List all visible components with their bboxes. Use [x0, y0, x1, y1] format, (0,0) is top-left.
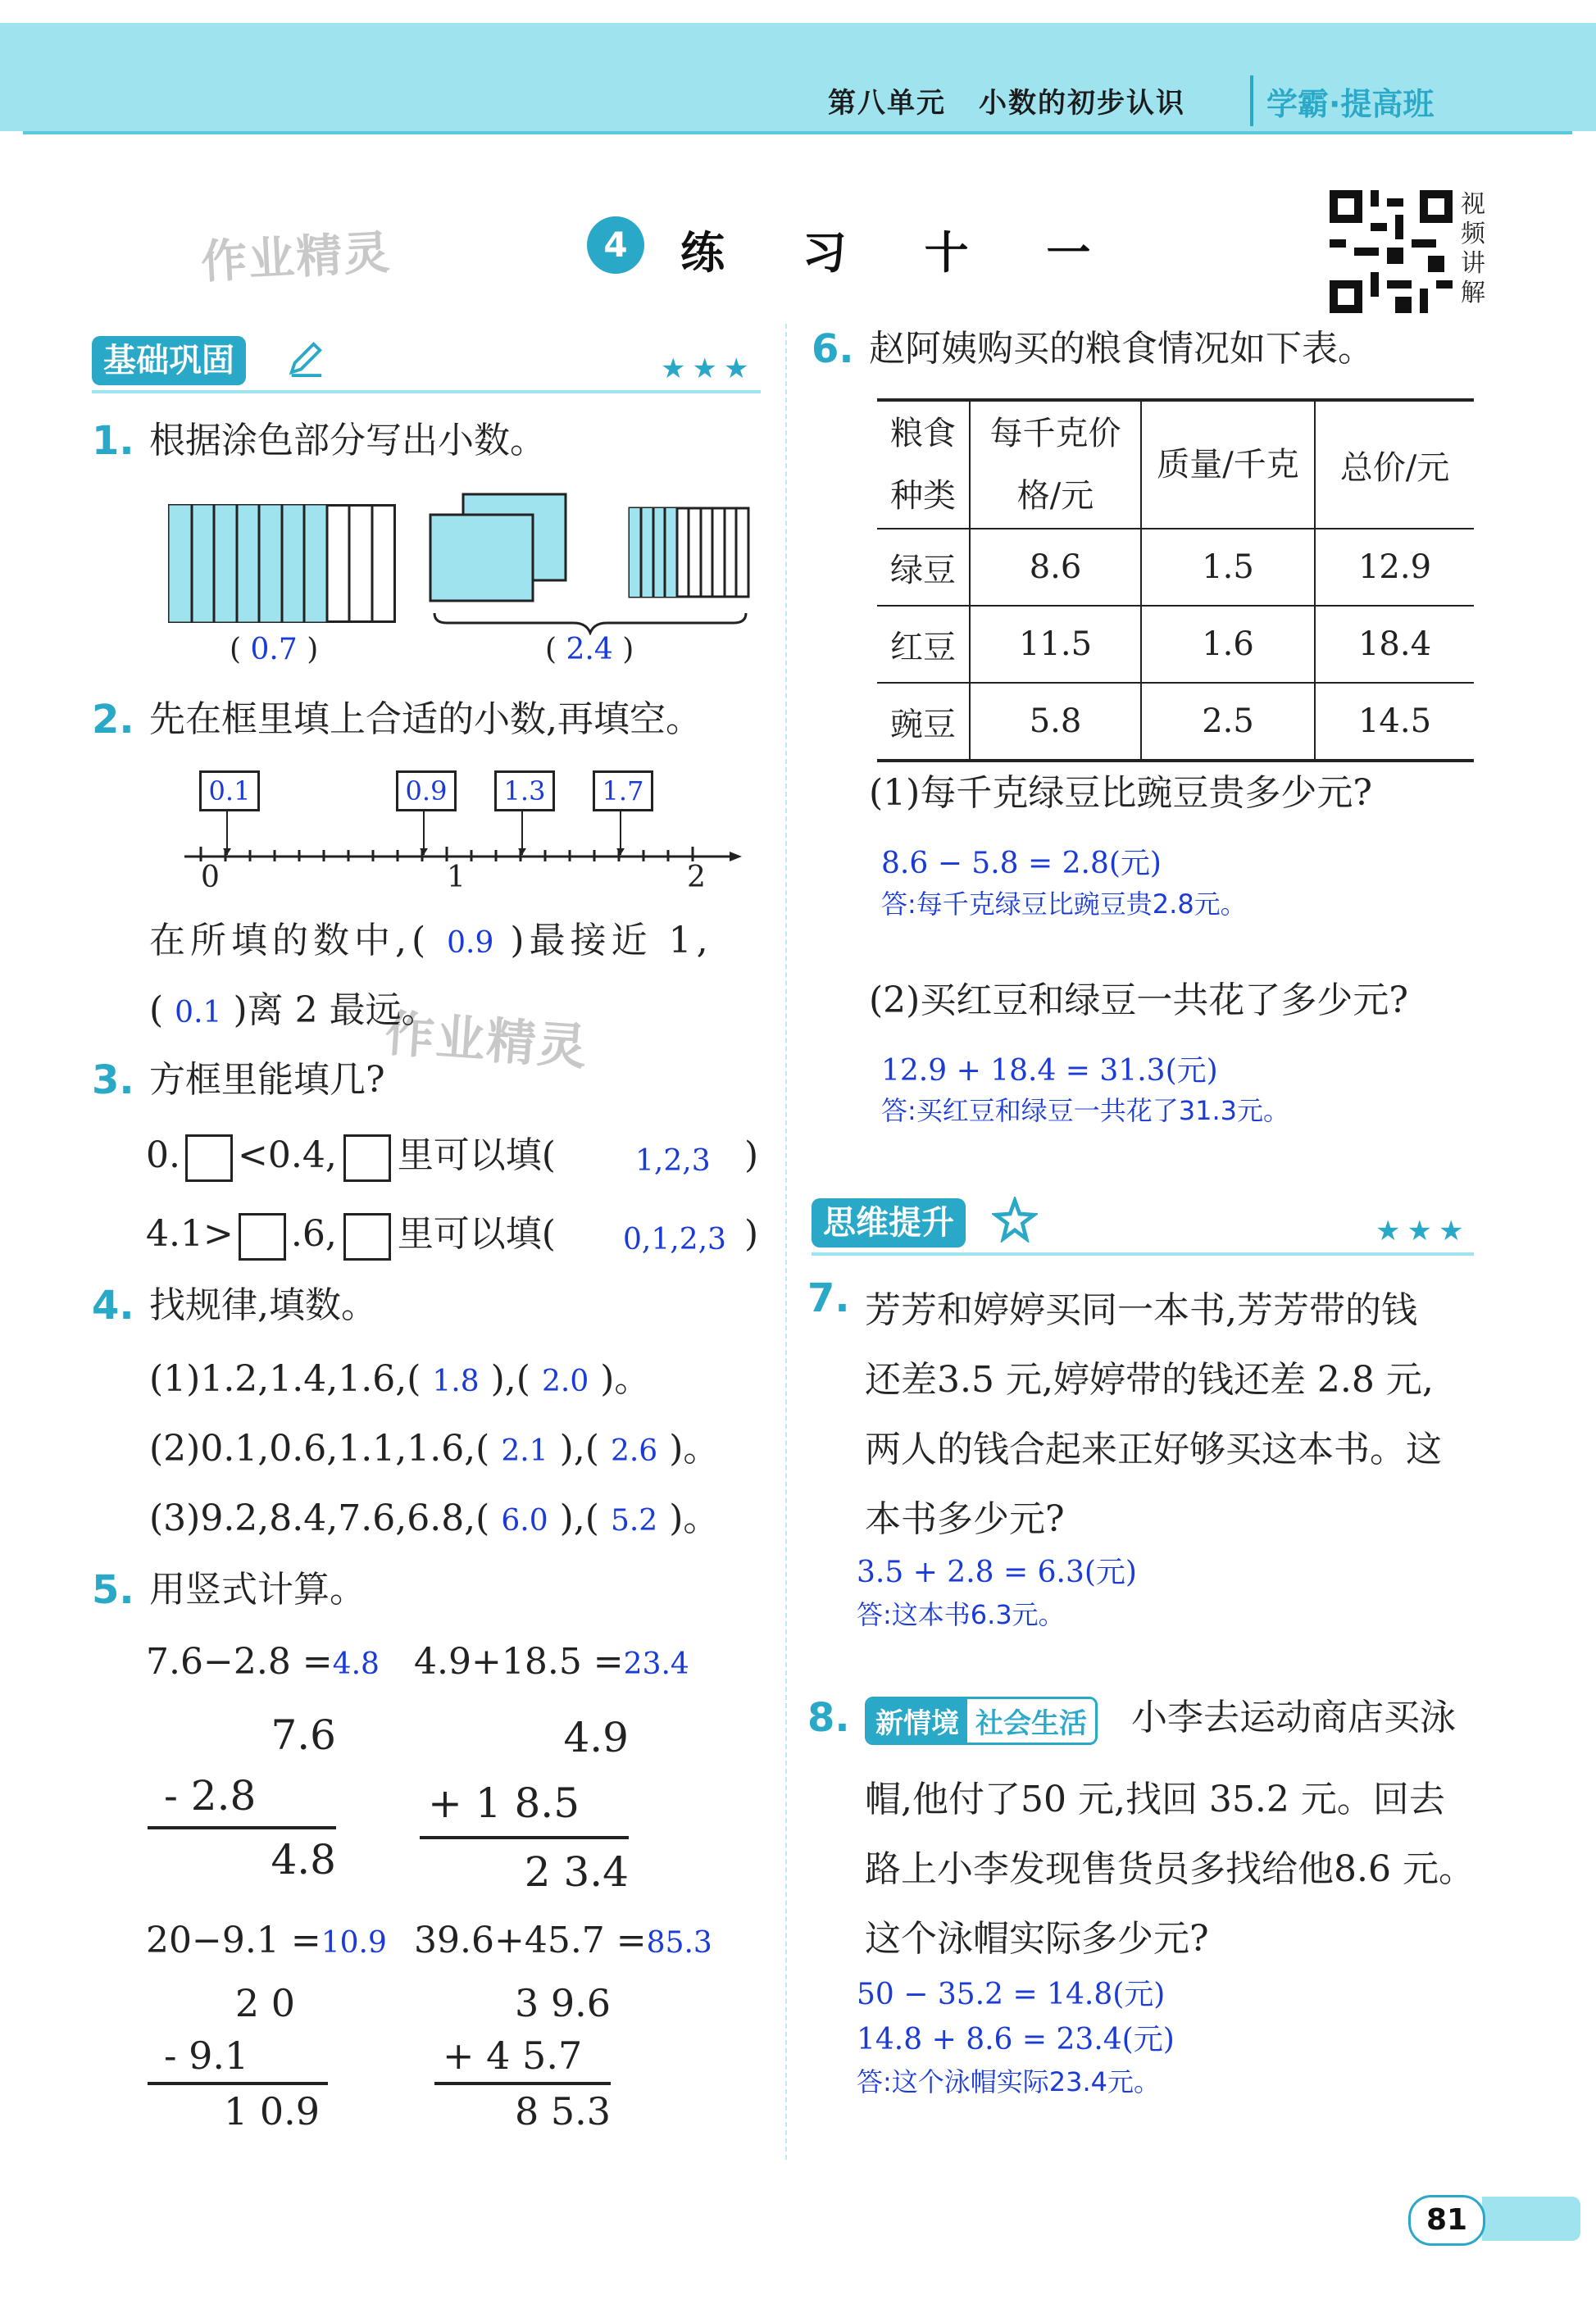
page-tab — [1482, 2197, 1580, 2241]
pattern-row: (3)9.2,8.4,7.6,6.8,( 6.0 ),( 5.2 )。 — [149, 1497, 720, 1539]
page-title: 练 习 十 一 — [680, 227, 1122, 279]
blank-box — [343, 1134, 391, 1182]
blank-box — [343, 1213, 391, 1261]
table-row: 豌豆 5.8 2.5 14.5 — [877, 683, 1474, 759]
tick-label: 1 — [447, 861, 466, 894]
vertical-calc: 3 9.6 + 4 5.7 8 5.3 — [434, 1977, 611, 2138]
question-text: 找规律,填数。 — [149, 1284, 377, 1326]
answer-text: 1,2,3 — [635, 1144, 711, 1178]
difficulty-stars: ★★★ — [1375, 1215, 1471, 1247]
answer-slot: ( 2.4 ) — [545, 633, 634, 666]
paren: ) — [744, 1213, 759, 1255]
expression: 20−9.1 =10.9 — [146, 1920, 387, 1961]
question-text: 芳芳和婷婷买同一本书,芳芳带的钱 还差3.5 元,婷婷带的钱还差 2.8 元, 两人的钱合起来正好够买这本书。这 本书多少元? — [865, 1289, 1442, 1540]
question-line: ( 0.1 )离 2 最远。 — [149, 989, 438, 1031]
answer-text: 答:这个泳帽实际23.4元。 — [857, 2066, 1161, 2097]
answer-text: 0,1,2,3 — [623, 1223, 726, 1256]
section-divider — [92, 390, 761, 393]
pattern-row: (2)0.1,0.6,1.1,1.6,( 2.1 ),( 2.6 )。 — [149, 1428, 720, 1470]
header-separator — [1250, 75, 1253, 126]
question-number: 2. — [92, 697, 134, 743]
answer-calc: 50 − 35.2 = 14.8(元) — [857, 1978, 1166, 2011]
question-text: 赵阿姨购买的粮食情况如下表。 — [869, 328, 1374, 370]
tick-label: 0 — [201, 861, 220, 894]
qr-label: 视频讲解 — [1461, 190, 1485, 307]
answer-slot: ( 0.7 ) — [230, 633, 319, 666]
question-line: 0. <0.4, 里可以填( — [146, 1133, 556, 1182]
question-text: 根据涂色部分写出小数。 — [149, 420, 546, 461]
pencil-icon — [287, 339, 325, 377]
answer-calc: 8.6 − 5.8 = 2.8(元) — [881, 847, 1162, 880]
answer-text: 答:这本书6.3元。 — [857, 1599, 1065, 1630]
question-number: 3. — [92, 1057, 134, 1103]
table-header: 总价/元 — [1315, 402, 1474, 529]
expression: 39.6+45.7 =85.3 — [414, 1920, 712, 1961]
question-text: 方框里能填几? — [149, 1059, 385, 1101]
question-number: 4. — [92, 1283, 134, 1329]
sub-question: (2)买红豆和绿豆一共花了多少元? — [869, 979, 1408, 1021]
question-number: 8. — [807, 1695, 850, 1741]
number-line-box: 1.3 — [494, 770, 555, 811]
column-divider — [785, 324, 787, 2160]
question-number: 7. — [807, 1275, 850, 1321]
number-line-box: 1.7 — [593, 770, 653, 811]
question-text: 先在框里填上合适的小数,再填空。 — [149, 698, 702, 740]
section-divider — [812, 1252, 1474, 1256]
blank-box — [185, 1134, 233, 1182]
data-table — [877, 398, 1474, 762]
brand-logo: 学霸·提高班 — [1266, 86, 1435, 122]
lesson-number: 4 — [587, 216, 644, 274]
answer-calc: 3.5 + 2.8 = 6.3(元) — [857, 1556, 1137, 1589]
number-line-box: 0.1 — [199, 770, 260, 811]
answer-calc: 14.8 + 8.6 = 23.4(元) — [857, 2023, 1175, 2056]
question-line: 4.1> .6, 里可以填( — [146, 1211, 556, 1261]
fraction-shapes-b — [426, 492, 754, 635]
header-divider — [23, 131, 1572, 134]
sub-question: (1)每千克绿豆比豌豆贵多少元? — [869, 772, 1372, 814]
sparkle-icon — [992, 1197, 1038, 1243]
pattern-row: (1)1.2,1.4,1.6,( 1.8 ),( 2.0 )。 — [149, 1358, 651, 1400]
question-line: 在所填的数中,( 0.9 )最接近 1, — [149, 920, 713, 961]
paren: ) — [744, 1134, 759, 1176]
blank-box — [239, 1213, 286, 1261]
context-badge: 新情境 社会生活 — [865, 1697, 1098, 1745]
table-row: 红豆 11.5 1.6 18.4 — [877, 606, 1474, 683]
vertical-calc: 2 0 - 9.1 1 0.9 — [148, 1977, 328, 2138]
section-title-basic: 基础巩固 — [92, 336, 246, 385]
vertical-calc: 4.9 + 1 8.5 2 3.4 — [420, 1705, 629, 1905]
expression: 7.6−2.8 =4.8 — [146, 1641, 380, 1683]
table-header: 每千克价格/元 — [970, 402, 1141, 529]
question-number: 6. — [812, 326, 854, 372]
answer-text: 答:买红豆和绿豆一共花了31.3元。 — [881, 1095, 1290, 1126]
expression: 4.9+18.5 =23.4 — [414, 1641, 689, 1683]
watermark: 作业精灵 — [383, 1005, 590, 1077]
watermark: 作业精灵 — [199, 225, 393, 290]
fraction-bar-a — [168, 504, 396, 623]
number-line-box: 0.9 — [396, 770, 457, 811]
difficulty-stars: ★★★ — [661, 352, 756, 385]
page-number: 81 — [1408, 2195, 1485, 2246]
question-number: 1. — [92, 418, 134, 464]
section-title-advanced: 思维提升 — [812, 1198, 966, 1247]
vertical-calc: 7.6 - 2.8 4.8 — [148, 1705, 336, 1890]
question-text: 用竖式计算。 — [149, 1569, 366, 1611]
answer-calc: 12.9 + 18.4 = 31.3(元) — [881, 1054, 1218, 1088]
answer-text: 答:每千克绿豆比豌豆贵2.8元。 — [881, 888, 1247, 920]
tick-label: 2 — [687, 861, 706, 894]
header-unit: 第八单元 小数的初步认识 — [828, 87, 1185, 120]
question-number: 5. — [92, 1567, 134, 1613]
table-header: 质量/千克 — [1141, 402, 1315, 529]
question-text: 小李去运动商店买泳 — [1131, 1697, 1456, 1738]
table-header: 粮食种类 — [877, 402, 970, 529]
qr-code-icon[interactable] — [1330, 190, 1453, 313]
table-row: 绿豆 8.6 1.5 12.9 — [877, 529, 1474, 606]
question-text: 帽,他付了50 元,找回 35.2 元。回去 路上小李发现售货员多找给他8.6 元。 这个泳帽实际多少元? — [865, 1779, 1475, 1960]
